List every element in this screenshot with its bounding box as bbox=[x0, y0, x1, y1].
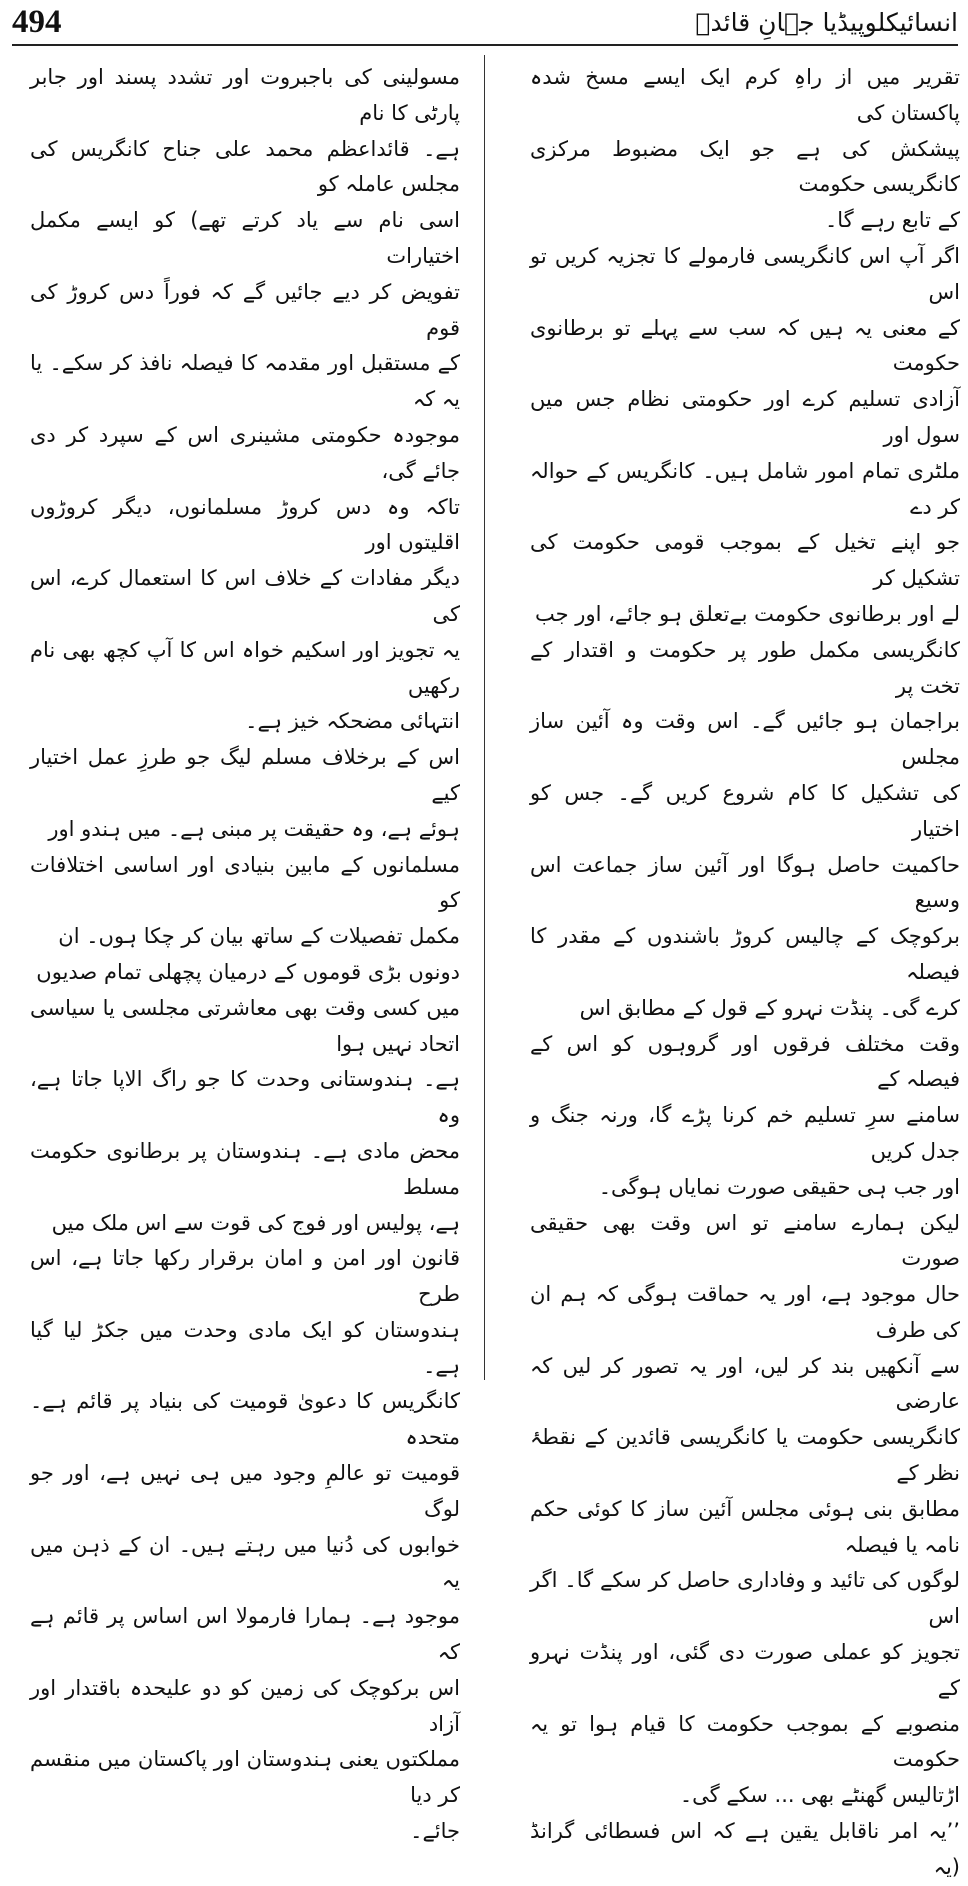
paragraph: اگر آپ اس کانگریسی فارمولے کا تجزیہ کریں تو اس کے معنی یہ ہیں کہ سب سے پہلے تو برطانوی حکومت آزادی تسلیم کرے اور حکومتی نظام جس میں سول اور ملٹری تمام امور شامل ہیں۔ کانگریس کے حوالہ کر دے جو اپنے تخیل کے بموجب قومی حکومت کی تشکیل کر لے اور برطانوی حکومت بےتعلق ہو جائے، اور جب کانگریسی مکمل طور پر حکومت و اقتدار کے تخت پر براجمان ہو جائیں گے۔ اس وقت وہ آئین ساز مجلس کی تشکیل کا کام شروع کریں گے۔ جس کو اختیار حاکمیت حاصل ہوگا اور آئین ساز جماعت اس وسیع برکوچک کے چالیس کروڑ باشندوں کے مقدر کا فیصلہ کرے گی۔ پنڈت نہرو کے قول کے مطابق اس وقت مختلف فرقوں اور گروہوں کو اس کے فیصلہ کے سامنے سرِ تسلیم خم کرنا پڑے گا، ورنہ جنگ و جدل کریں اور جب ہی حقیقی صورت نمایاں ہوگی۔ bbox=[530, 243, 960, 1199]
header-rule bbox=[12, 44, 958, 46]
right-column bbox=[530, 60, 960, 1886]
left-column bbox=[30, 60, 460, 1850]
paragraph: تقریر میں از راہِ کرم ایک ایسے مسخ شدہ پاکستان کی پیشکش کی ہے جو ایک مضبوط مرکزی کانگریسی حکومت کے تابع رہے گا۔ bbox=[530, 65, 960, 233]
paragraph: ’’یہ امر ناقابل یقین ہے کہ اس فسطائی گرانڈ (یہ bbox=[530, 1819, 960, 1879]
paragraph: مسولینی کی باجبروت اور تشدد پسند اور جابر پارٹی کا نام ہے۔ قائداعظم محمد علی جناح کانگریس کی مجلس عاملہ کو اسی نام سے یاد کرتے تھے) کو ایسے مکمل اختیارات تفویض کر دیے جائیں گے کہ فوراً دس کروڑ کی قوم کے مستقبل اور مقدمہ کا فیصلہ نافذ کر سکے۔ یا یہ کہ موجودہ حکومتی مشینری اس کے سپرد کر دی جائے گی، تاکہ وہ دس کروڑ مسلمانوں، دیگر کروڑوں اقلیتوں اور دیگر مفادات کے خلاف اس کا استعمال کرے، اس کی یہ تجویز اور اسکیم خواہ اس کا آپ کچھ بھی نام رکھیں انتہائی مضحکہ خیز ہے۔ bbox=[30, 65, 460, 734]
running-title: انسائیکلوپیڈیا جہانِ قائدؒ bbox=[695, 8, 958, 37]
paragraph: اس کے برخلاف مسلم لیگ جو طرزِ عمل اختیار کیے ہوئے ہے، وہ حقیقت پر مبنی ہے۔ میں ہندو اور مسلمانوں کے مابین بنیادی اور اساسی اختلافات کو مکمل تفصیلات کے ساتھ بیان کر چکا ہوں۔ ان دونوں بڑی قوموں کے درمیان پچھلی تمام صدیوں میں کسی وقت بھی معاشرتی مجلسی یا سیاسی اتحاد نہیں ہوا ہے۔ ہندوستانی وحدت کا جو راگ الاپا جاتا ہے، وہ محض مادی ہے۔ ہندوستان پر برطانوی حکومت مسلط ہے، پولیس اور فوج کی قوت سے اس ملک میں قانون اور امن و امان برقرار رکھا جاتا ہے، اس طرح ہندوستان کو ایک مادی وحدت میں جکڑ لیا گیا ہے۔ bbox=[30, 745, 460, 1378]
page-header bbox=[0, 0, 968, 46]
paragraph: کانگریس کا دعویٰ قومیت کی بنیاد پر قائم ہے۔ متحدہ قومیت تو عالمِ وجود میں ہی نہیں ہے، اور جو لوگ خوابوں کی دُنیا میں رہتے ہیں۔ ان کے ذہن میں یہ موجود ہے۔ ہمارا فارمولا اس اساس پر قائم ہے کہ اس برکوچک کی زمین کو دو علیحدہ باقتدار اور آزاد مملکتوں یعنی ہندوستان اور پاکستان میں منقسم کر دیا جائے۔ bbox=[30, 1389, 460, 1844]
column-divider bbox=[484, 55, 485, 1380]
page-number: 494 bbox=[12, 4, 62, 40]
paragraph: لیکن ہمارے سامنے تو اس وقت بھی حقیقی صورت حال موجود ہے، اور یہ حماقت ہوگی کہ ہم ان کی طرف سے آنکھیں بند کر لیں، اور یہ تصور کر لیں کہ عارضی کانگریسی حکومت یا کانگریسی قائدین کے نقطۂ نظر کے مطابق بنی ہوئی مجلس آئین ساز کا کوئی حکم نامہ یا فیصلہ لوگوں کی تائید و وفاداری حاصل کر سکے گا۔ اگر اس تجویز کو عملی صورت دی گئی، اور پنڈت نہرو کے منصوبے کے بموجب حکومت کا قیام ہوا تو یہ حکومت اڑتالیس گھنٹے بھی ... سکے گی۔ bbox=[530, 1210, 960, 1808]
